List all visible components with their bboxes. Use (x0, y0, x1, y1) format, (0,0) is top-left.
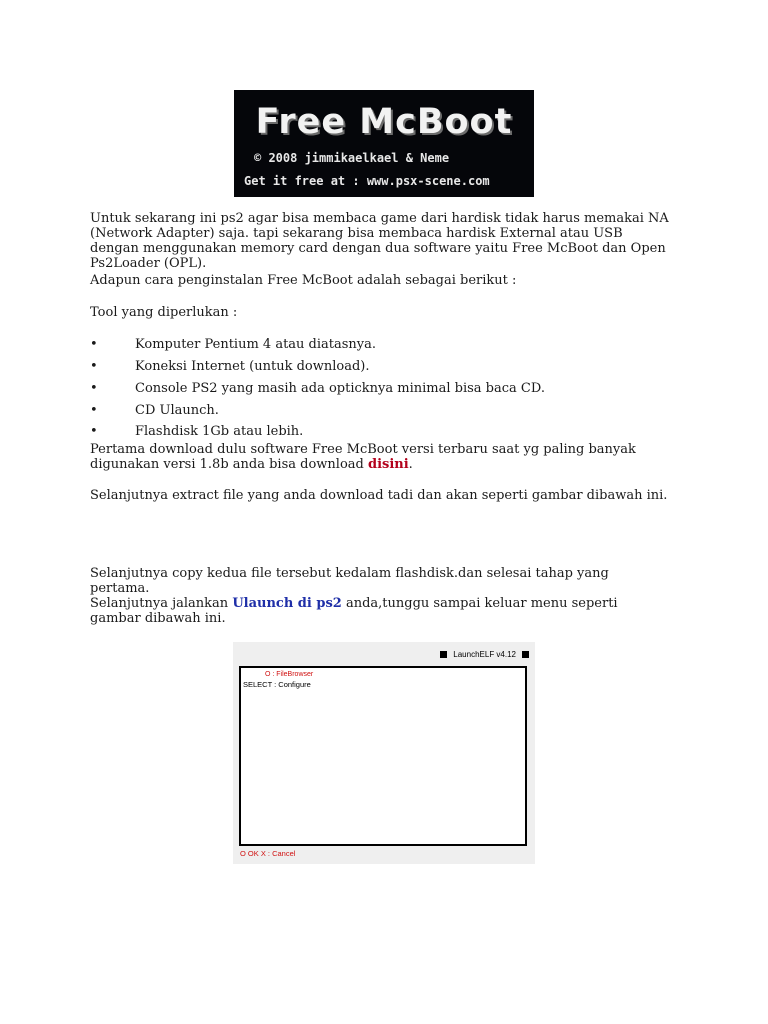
launchelf-footer: O OK X : Cancel (240, 849, 296, 858)
list-item-text: Koneksi Internet (untuk download). (135, 359, 370, 374)
list-item (90, 403, 670, 419)
launchelf-screenshot (233, 642, 535, 864)
tools-heading: Tool yang diperlukan : (90, 305, 238, 320)
square-icon (522, 651, 529, 658)
banner-tagline: Get it free at : www.psx-scene.com (244, 174, 490, 188)
launchelf-header (440, 650, 529, 659)
ulaunch-link[interactable]: Ulaunch di ps2 (232, 596, 342, 611)
list-item-text: Flashdisk 1Gb atau lebih. (135, 424, 304, 439)
launchelf-menu-window (239, 666, 527, 846)
ulaunch-paragraph (90, 596, 670, 626)
list-item-text: Console PS2 yang masih ada opticknya minimal bisa baca CD. (135, 381, 545, 396)
list-item-text: Komputer Pentium 4 atau diatasnya. (135, 337, 377, 352)
bullet: • (90, 381, 98, 396)
free-mcboot-banner-image (234, 90, 534, 197)
ulaunch-text: Selanjutnya jalankan (90, 596, 233, 611)
ulaunch-text-end: anda,tunggu sampai keluar menu seperti gambar dibawah ini. (90, 596, 618, 626)
download-text-end: . (408, 457, 413, 472)
list-item (90, 424, 670, 440)
bullet: • (90, 337, 98, 352)
intro-paragraph: Untuk sekarang ini ps2 agar bisa membaca game dari hardisk tidak harus memakai NA (Network Adapter) saja. tapi sekarang bisa membaca hardisk External atau USB dengan menggunakan memory card dengan dua software yaitu Free McBoot dan Open Ps2Loader (OPL). (90, 211, 669, 271)
list-item (90, 337, 670, 353)
banner-title: Free McBoot (255, 102, 513, 142)
download-paragraph (90, 442, 670, 472)
launchelf-title: LaunchELF v4.12 (453, 650, 516, 659)
bullet: • (90, 424, 98, 439)
list-item (90, 381, 670, 397)
extract-paragraph: Selanjutnya extract file yang anda download tadi dan akan seperti gambar dibawah ini. (90, 488, 668, 503)
list-item (90, 359, 670, 375)
bullet: • (90, 403, 98, 418)
square-icon (440, 651, 447, 658)
banner-copyright: © 2008 jimmikaelkael & Neme (254, 151, 450, 165)
list-item-text: CD Ulaunch. (135, 403, 219, 418)
copy-paragraph: Selanjutnya copy kedua file tersebut kedalam flashdisk.dan selesai tahap yang pertama. (90, 566, 609, 596)
bullet: • (90, 359, 98, 374)
launchelf-configure-item: SELECT : Configure (243, 680, 311, 689)
download-text: Pertama download dulu software Free McBoot versi terbaru saat yg paling banyak digunakan versi 1.8b anda bisa download (90, 442, 636, 472)
install-intro-paragraph: Adapun cara penginstalan Free McBoot adalah sebagai berikut : (90, 273, 517, 288)
launchelf-filebrowser-item: O : FileBrowser (265, 671, 314, 678)
download-link[interactable]: disini (367, 457, 409, 472)
